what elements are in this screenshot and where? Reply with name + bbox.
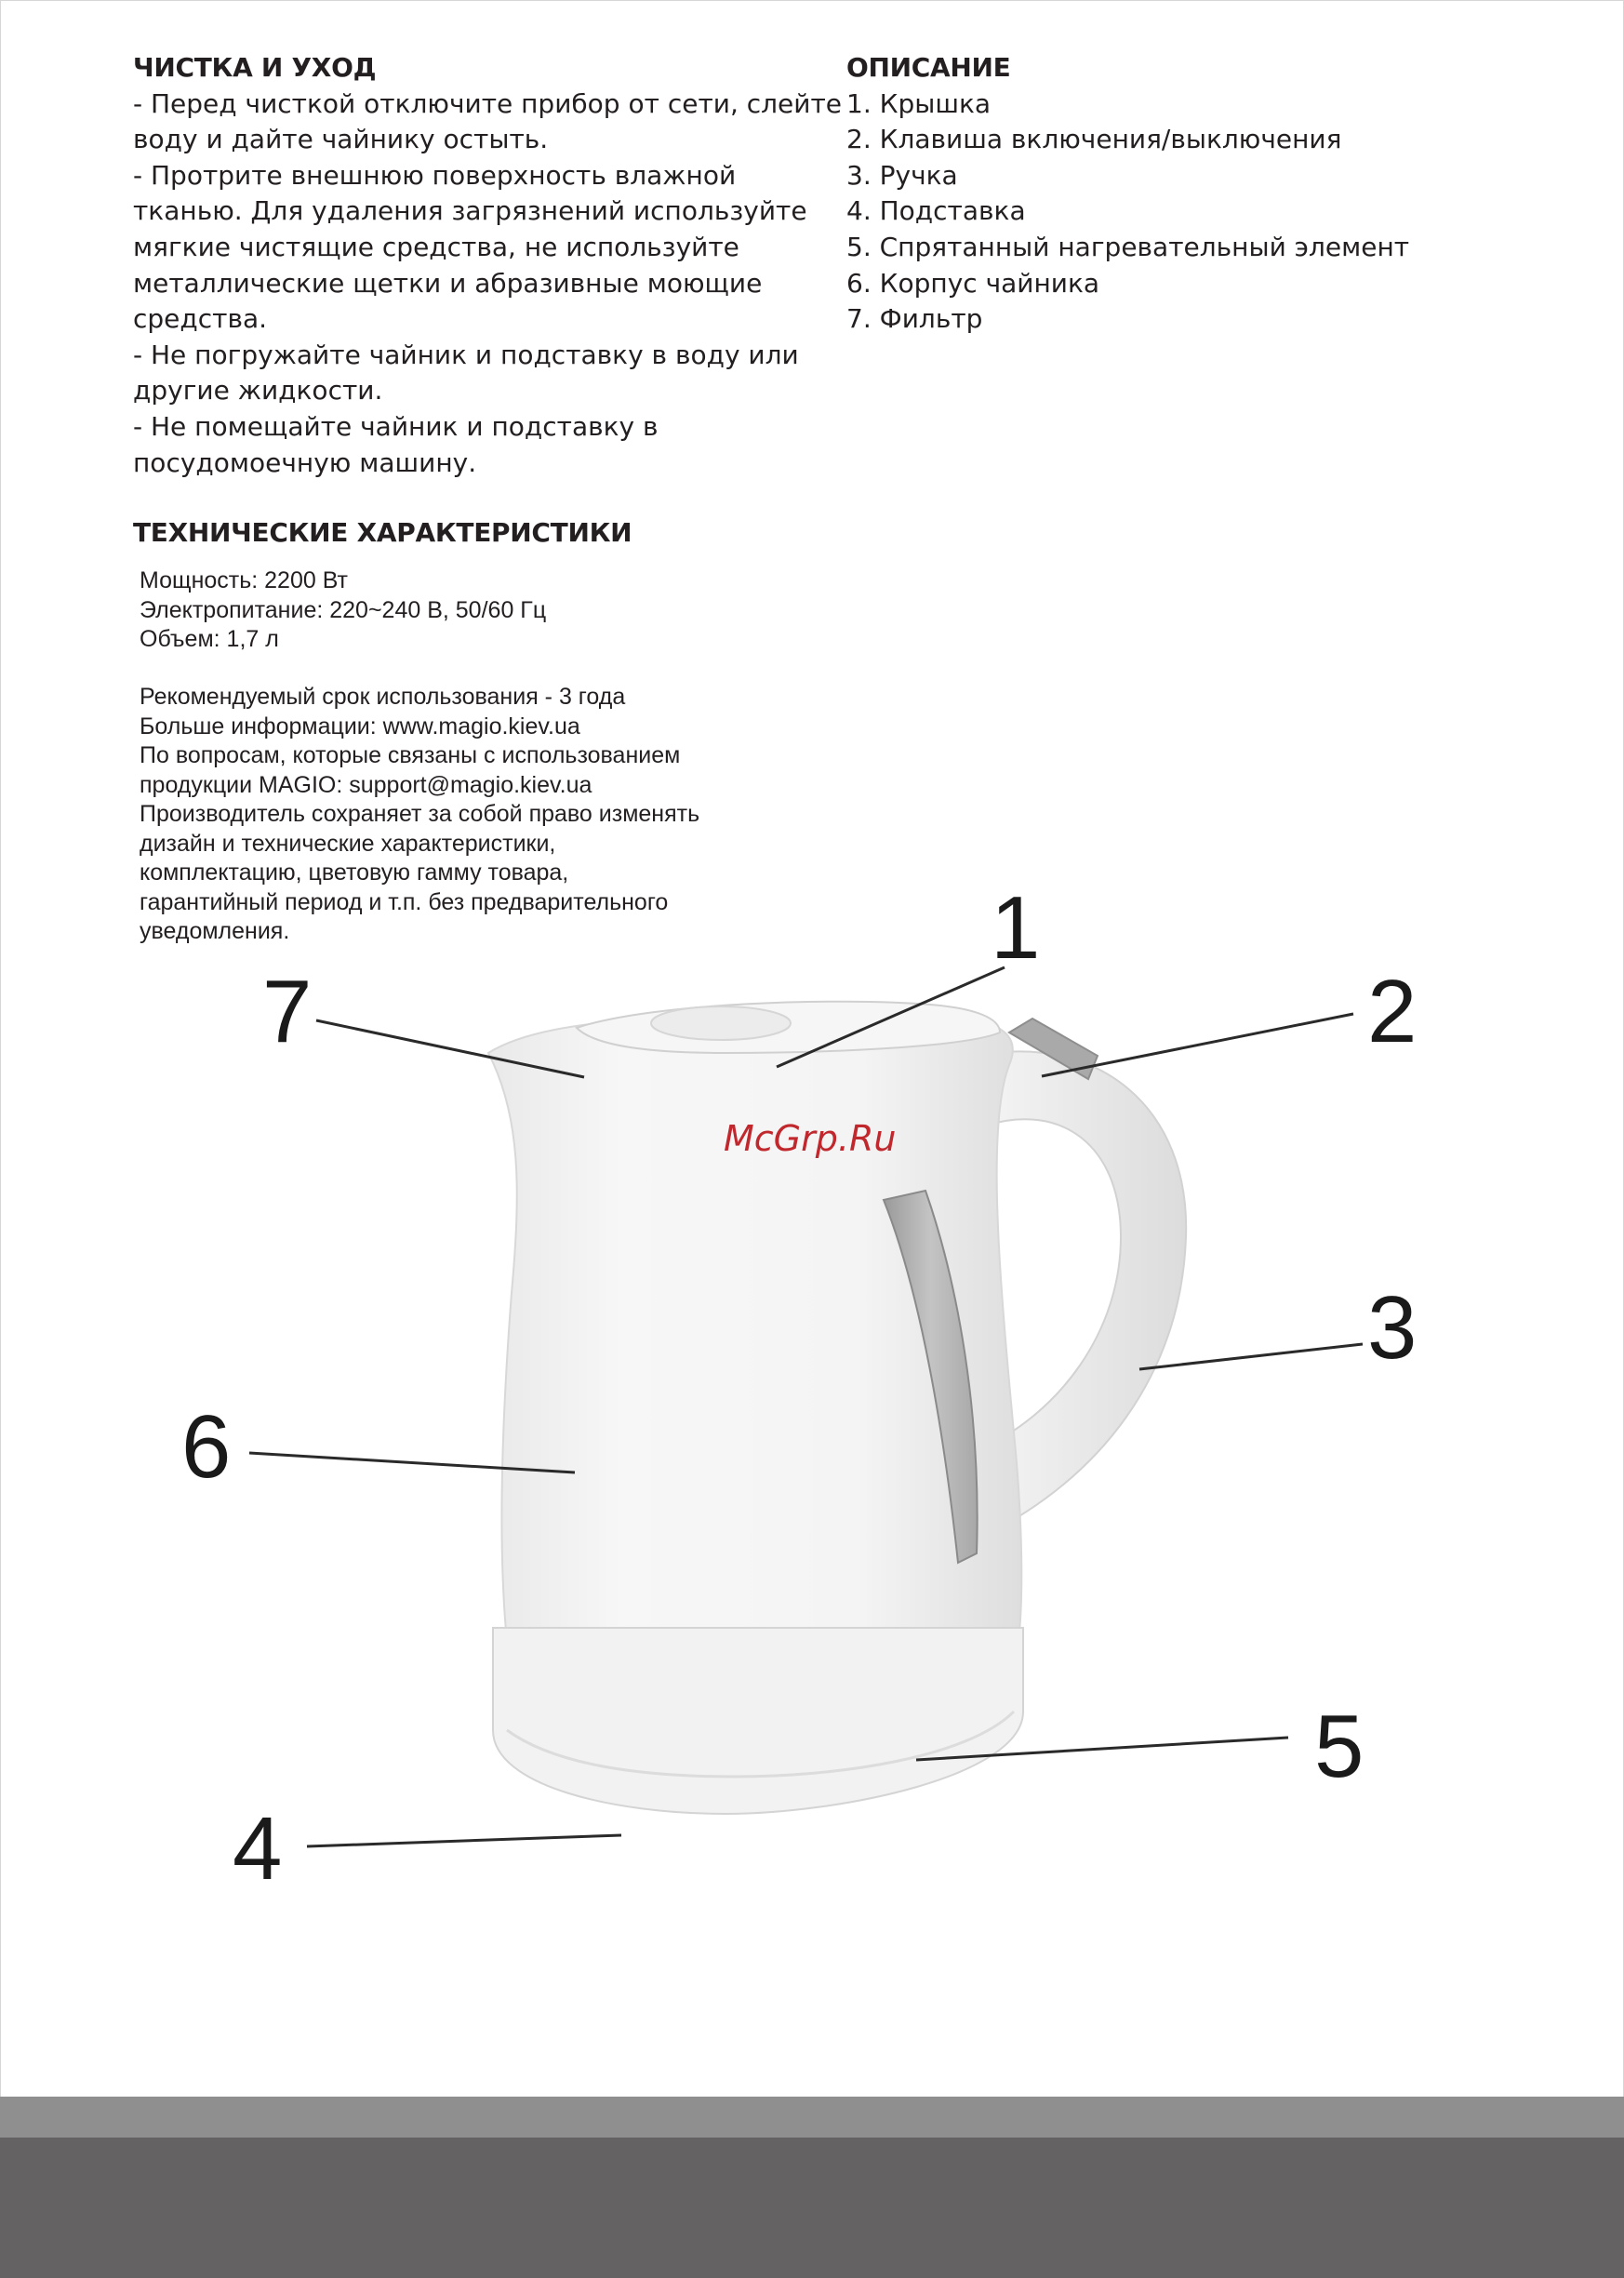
description-title: ОПИСАНИЕ: [846, 52, 1011, 83]
cleaning-line: - Перед чисткой отключите прибор от сети, слейте: [133, 87, 843, 119]
kettle-diagram: [0, 893, 1624, 1916]
callout-line-4: [307, 1835, 621, 1846]
cleaning-section: [133, 50, 843, 481]
cleaning-line: - Не помещайте чайник и подставку в: [133, 410, 659, 442]
cleaning-line: средства.: [133, 303, 268, 335]
spec-note: дизайн и технические характеристики,: [140, 830, 556, 857]
callout-number-3: 3: [1367, 1278, 1418, 1378]
specs-title: ТЕХНИЧЕСКИЕ ХАРАКТЕРИСТИКИ: [133, 517, 632, 548]
spec-note: Производитель сохраняет за собой право изменять: [140, 801, 700, 827]
description-item: 3. Ручка: [846, 159, 958, 191]
lid-button: [651, 1006, 791, 1040]
callout-line-2: [1042, 1014, 1353, 1076]
spec-line: Мощность: 2200 Вт: [140, 567, 349, 593]
callout-number-4: 4: [233, 1799, 283, 1898]
cleaning-line: воду и дайте чайнику остыть.: [133, 124, 549, 155]
footer-band-dark: [0, 2138, 1624, 2278]
callout-number-1: 1: [991, 893, 1041, 978]
callout-number-6: 6: [181, 1397, 232, 1497]
description-section: [846, 50, 1553, 338]
description-item: 5. Спрятанный нагревательный элемент: [846, 231, 1410, 262]
spec-note: гарантийный период и т.п. без предварительного: [140, 888, 669, 915]
cleaning-line: - Не погружайте чайник и подставку в воду или: [133, 339, 799, 370]
callout-number-2: 2: [1367, 962, 1418, 1061]
description-item: 4. Подставка: [846, 195, 1026, 227]
callout-number-7: 7: [262, 962, 313, 1061]
cleaning-line: металлические щетки и абразивные моющие: [133, 267, 763, 299]
footer-band-light: [0, 2097, 1624, 2138]
spec-note: По вопросам, которые связаны с использованием: [140, 742, 681, 768]
description-item: 6. Корпус чайника: [846, 267, 1100, 299]
spec-note: Больше информации: www.magio.kiev.ua: [140, 713, 580, 739]
spec-line: Объем: 1,7 л: [140, 626, 279, 652]
cleaning-line: посудомоечную машину.: [133, 446, 477, 478]
cleaning-line: - Протрите внешнюю поверхность влажной: [133, 159, 737, 191]
spec-note: уведомления.: [140, 918, 290, 944]
callout-number-5: 5: [1314, 1697, 1364, 1796]
cleaning-title: ЧИСТКА И УХОД: [133, 52, 377, 83]
cleaning-line: тканью. Для удаления загрязнений используйте: [133, 195, 807, 227]
callout-line-3: [1139, 1344, 1363, 1369]
spec-note: комплектацию, цветовую гамму товара,: [140, 859, 569, 886]
description-item: 1. Крышка: [846, 87, 992, 119]
description-item: 7. Фильтр: [846, 303, 983, 335]
kettle-base: [493, 1628, 1023, 1814]
spec-line: Электропитание: 220~240 В, 50/60 Гц: [140, 596, 547, 623]
description-item: 2. Клавиша включения/выключения: [846, 124, 1342, 155]
watermark: McGrp.Ru: [724, 1118, 897, 1159]
cleaning-line: мягкие чистящие средства, не используйте: [133, 231, 739, 262]
spec-note: продукции MAGIO: support@magio.kiev.ua: [140, 771, 592, 798]
specs-list: [140, 566, 546, 655]
cleaning-line: другие жидкости.: [133, 375, 383, 406]
spec-note: Рекомендуемый срок использования - 3 года: [140, 684, 626, 710]
